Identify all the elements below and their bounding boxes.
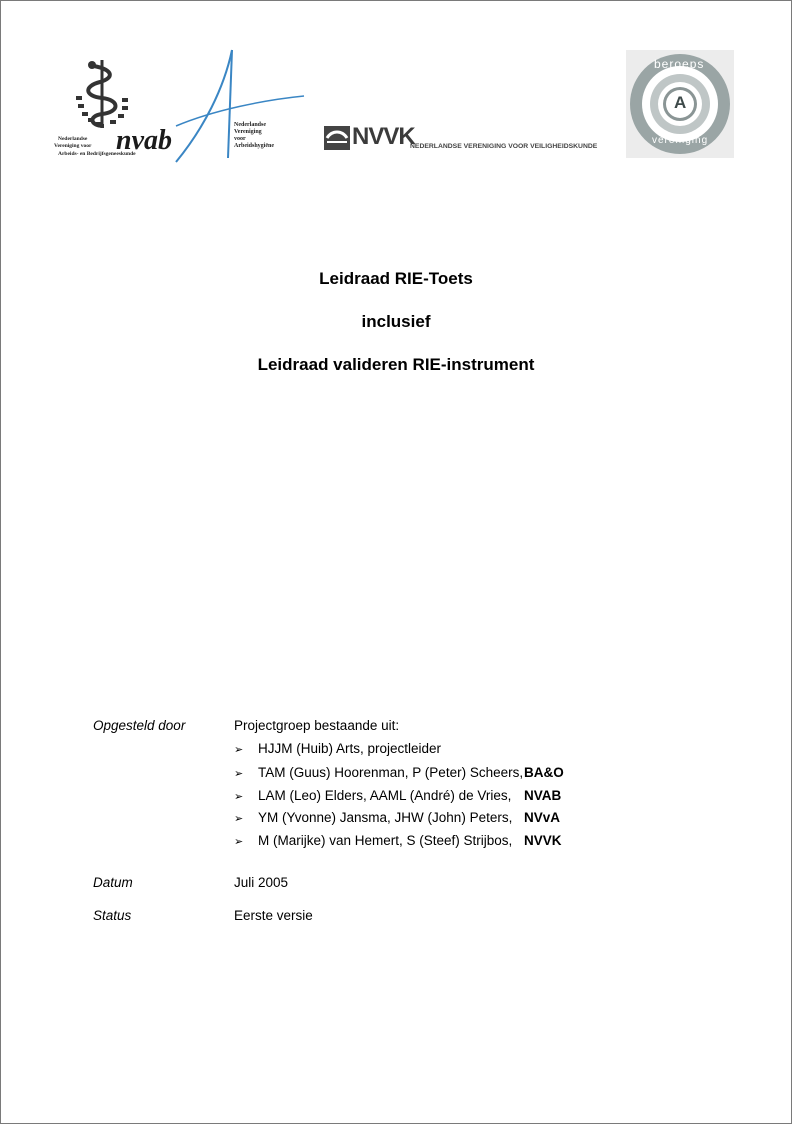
arrow-bullet-icon: ➢ — [234, 836, 244, 848]
arrow-bullet-icon: ➢ — [234, 813, 244, 825]
member-text: HJJM (Huib) Arts, projectleider — [258, 741, 442, 756]
member-org: NVVK — [524, 833, 562, 848]
member-row — [234, 741, 441, 756]
nvva-line3: voor — [234, 136, 246, 142]
nvvk-logo — [324, 124, 620, 154]
member-text: TAM (Guus) Hoorenman, P (Peter) Scheers, — [258, 765, 524, 780]
document-title: Leidraad RIE-Toets — [319, 269, 473, 288]
member-row — [234, 833, 512, 848]
member-row — [234, 810, 512, 825]
nvva-line1: Nederlandse — [234, 122, 266, 128]
arrow-bullet-icon: ➢ — [234, 744, 244, 756]
status-value: Eerste versie — [234, 908, 313, 923]
nvab-line2: Vereniging voor — [54, 143, 92, 149]
datum-value: Juli 2005 — [234, 875, 289, 890]
datum-label: Datum — [93, 875, 133, 890]
opgesteld-intro: Projectgroep bestaande uit: — [234, 718, 400, 733]
document-subtitle: Leidraad valideren RIE-instrument — [257, 355, 535, 374]
arrow-bullet-icon: ➢ — [234, 768, 244, 780]
nvab-logo — [54, 56, 174, 166]
nvva-line2: Vereniging — [234, 129, 262, 135]
opgesteld-label: Opgesteld door — [93, 718, 186, 733]
member-text: LAM (Leo) Elders, AAML (André) de Vries, — [258, 788, 512, 803]
bao-ring-top: beroeps — [654, 57, 705, 71]
bao-center: A — [674, 93, 687, 112]
nvvk-wordmark: NVVK — [352, 123, 415, 150]
member-row — [234, 788, 511, 803]
nvab-wordmark: nvab — [116, 125, 172, 156]
nvvk-tagline: NEDERLANDSE VERENIGING VOOR VEILIGHEIDSKUNDE — [410, 143, 598, 150]
nvab-line1: Nederlandse — [58, 136, 88, 142]
member-org: BA&O — [524, 765, 564, 780]
status-label: Status — [93, 908, 132, 923]
document-subtitle-connector: inclusief — [361, 312, 431, 331]
logo-bar — [0, 0, 792, 200]
arrow-bullet-icon: ➢ — [234, 791, 244, 803]
member-text: YM (Yvonne) Jansma, JHW (John) Peters, — [258, 810, 513, 825]
nvva-logo — [174, 48, 306, 164]
member-row — [234, 765, 523, 780]
nvva-line4: Arbeidshygiëne — [234, 143, 275, 149]
nvab-line3: Arbeids- en Bedrijfsgeneeskunde — [58, 151, 136, 157]
member-org: NVvA — [524, 810, 561, 825]
member-org: NVAB — [524, 788, 562, 803]
bao-ring-bottom: vereniging — [652, 135, 709, 146]
bao-logo — [626, 50, 734, 158]
member-text: M (Marijke) van Hemert, S (Steef) Strijbos, — [258, 833, 513, 848]
